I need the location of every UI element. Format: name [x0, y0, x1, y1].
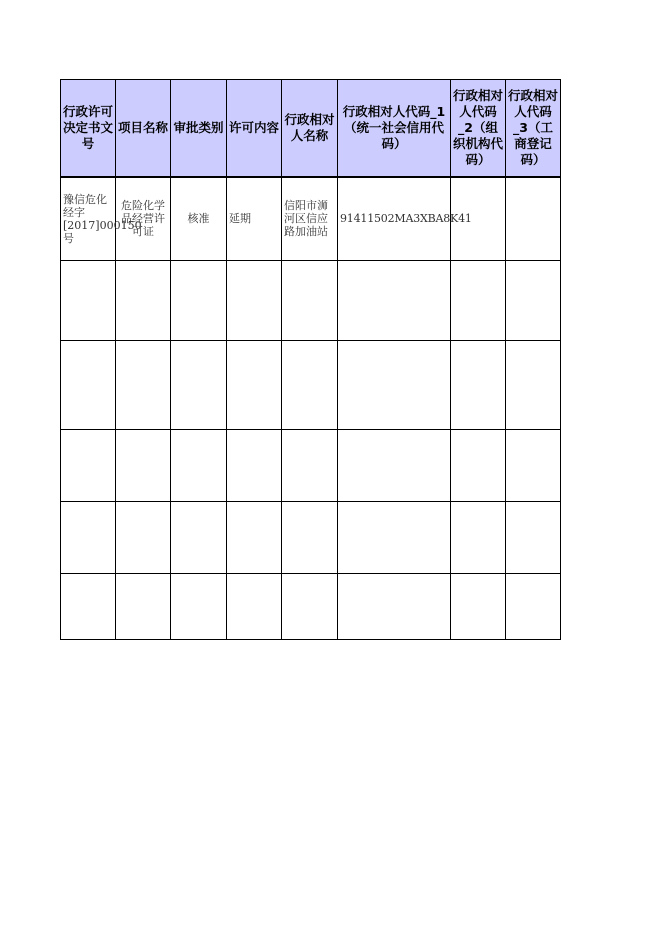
empty-cell[interactable]	[116, 501, 171, 573]
table-row	[61, 177, 561, 260]
empty-cell[interactable]	[61, 260, 116, 340]
empty-cell[interactable]	[282, 260, 338, 340]
empty-cell[interactable]	[338, 501, 451, 573]
empty-cell[interactable]	[171, 573, 227, 639]
empty-cell[interactable]	[171, 260, 227, 340]
empty-cell[interactable]	[451, 340, 506, 429]
table-row	[61, 260, 561, 340]
empty-cell[interactable]	[282, 340, 338, 429]
empty-cell[interactable]	[451, 573, 506, 639]
empty-cell[interactable]	[116, 340, 171, 429]
header-code-1: 行政相对人代码_1（统一社会信用代码）	[338, 80, 451, 178]
empty-cell[interactable]	[451, 501, 506, 573]
empty-cell[interactable]	[227, 501, 282, 573]
cell-party-name[interactable]: 信阳市浉河区信应路加油站	[282, 177, 338, 260]
empty-cell[interactable]	[338, 573, 451, 639]
cell-project[interactable]: 危险化学品经营许可证	[116, 177, 171, 260]
empty-cell[interactable]	[506, 260, 561, 340]
empty-cell[interactable]	[338, 340, 451, 429]
empty-cell[interactable]	[171, 501, 227, 573]
empty-cell[interactable]	[282, 429, 338, 501]
empty-cell[interactable]	[61, 429, 116, 501]
empty-cell[interactable]	[116, 260, 171, 340]
empty-cell[interactable]	[116, 429, 171, 501]
empty-cell[interactable]	[116, 573, 171, 639]
empty-cell[interactable]	[171, 429, 227, 501]
cell-content[interactable]: 延期	[227, 177, 282, 260]
empty-cell[interactable]	[282, 573, 338, 639]
header-row	[61, 80, 561, 178]
empty-cell[interactable]	[506, 501, 561, 573]
empty-cell[interactable]	[227, 260, 282, 340]
empty-cell[interactable]	[451, 429, 506, 501]
empty-cell[interactable]	[61, 340, 116, 429]
cell-code-1[interactable]: 91411502MA3XBA8K41	[338, 177, 451, 260]
header-doc-no: 行政许可决定书文号	[61, 80, 116, 178]
header-project: 项目名称	[116, 80, 171, 178]
empty-cell[interactable]	[227, 340, 282, 429]
header-code-3: 行政相对人代码_3（工商登记码）	[506, 80, 561, 178]
empty-cell[interactable]	[451, 260, 506, 340]
empty-cell[interactable]	[338, 260, 451, 340]
header-content: 许可内容	[227, 80, 282, 178]
empty-cell[interactable]	[227, 573, 282, 639]
empty-cell[interactable]	[282, 501, 338, 573]
license-table	[60, 79, 561, 640]
empty-cell[interactable]	[61, 573, 116, 639]
header-party-name: 行政相对人名称	[282, 80, 338, 178]
cell-category[interactable]: 核准	[171, 177, 227, 260]
empty-cell[interactable]	[171, 340, 227, 429]
empty-cell[interactable]	[227, 429, 282, 501]
empty-cell[interactable]	[506, 573, 561, 639]
empty-cell[interactable]	[61, 501, 116, 573]
cell-code-3[interactable]	[506, 177, 561, 260]
table-row	[61, 501, 561, 573]
empty-cell[interactable]	[506, 429, 561, 501]
empty-cell[interactable]	[338, 429, 451, 501]
empty-cell[interactable]	[506, 340, 561, 429]
cell-doc-no[interactable]: 豫信危化经字[2017]000150号	[61, 177, 116, 260]
table-row	[61, 573, 561, 639]
header-code-2: 行政相对人代码_2（组织机构代码）	[451, 80, 506, 178]
header-category: 审批类别	[171, 80, 227, 178]
table-row	[61, 429, 561, 501]
table-row	[61, 340, 561, 429]
